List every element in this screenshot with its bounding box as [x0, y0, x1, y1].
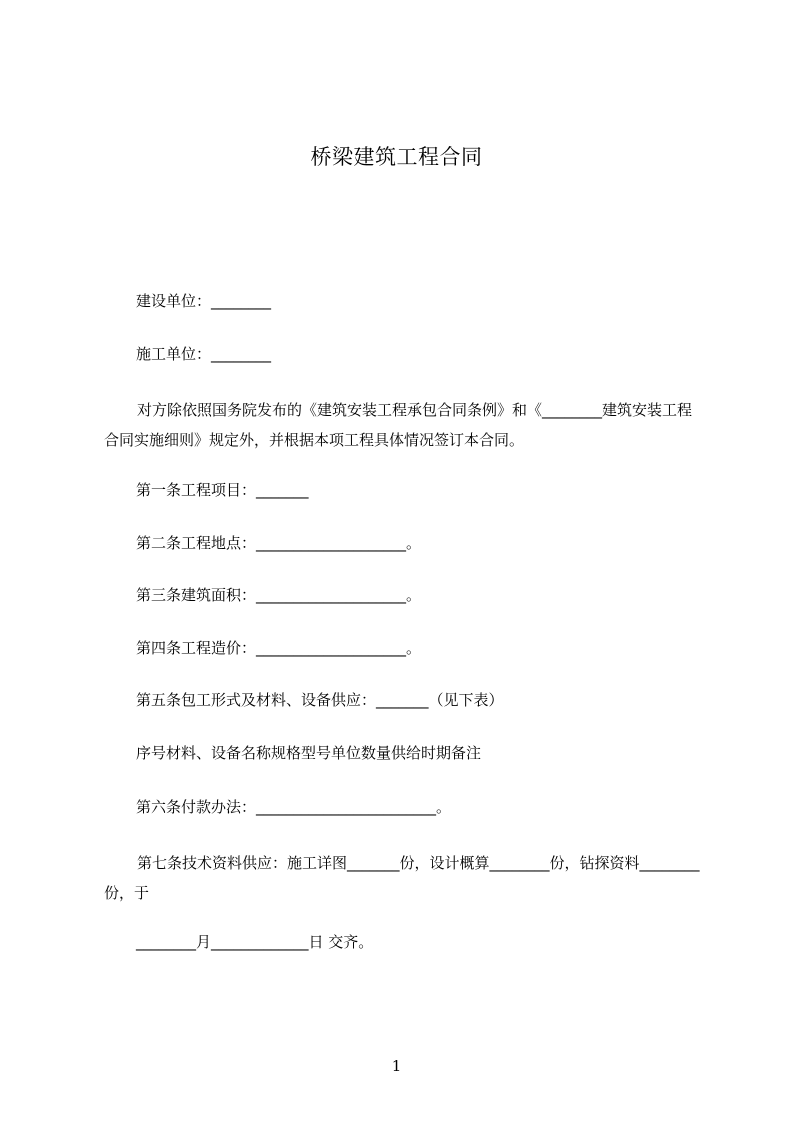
document-title: 桥梁建筑工程合同: [310, 145, 483, 169]
article-6-payment: 第六条付款办法：________________________。: [136, 798, 452, 816]
article-4-cost: 第四条工程造价：____________________。: [136, 639, 422, 657]
article-7-technical-data: 第七条技术资料供应：施工详图_______份，设计概算________份，钻探资料________份，于: [104, 854, 700, 902]
article-2-location: 第二条工程地点：____________________。: [136, 534, 422, 552]
page-number: 1: [391, 1057, 402, 1075]
article-1-project: 第一条工程项目：_______: [136, 481, 309, 499]
construction-unit-line: 施工单位：________: [136, 345, 272, 363]
delivery-date-line: ________月_____________日 交齐。: [136, 933, 374, 951]
preamble-paragraph: 对方除依照国务院发布的《建筑安装工程承包合同条例》和《________建筑安装工程合同实施细则》规定外，并根据本项工程具体情况签订本合同。: [104, 401, 693, 449]
article-3-area: 第三条建筑面积：____________________。: [136, 586, 422, 604]
article-5-contract-form: 第五条包工形式及材料、设备供应：_______（见下表）: [136, 691, 504, 709]
builder-unit-line: 建设单位：________: [136, 292, 272, 310]
materials-table-header: 序号材料、设备名称规格型号单位数量供给时期备注: [136, 744, 482, 762]
